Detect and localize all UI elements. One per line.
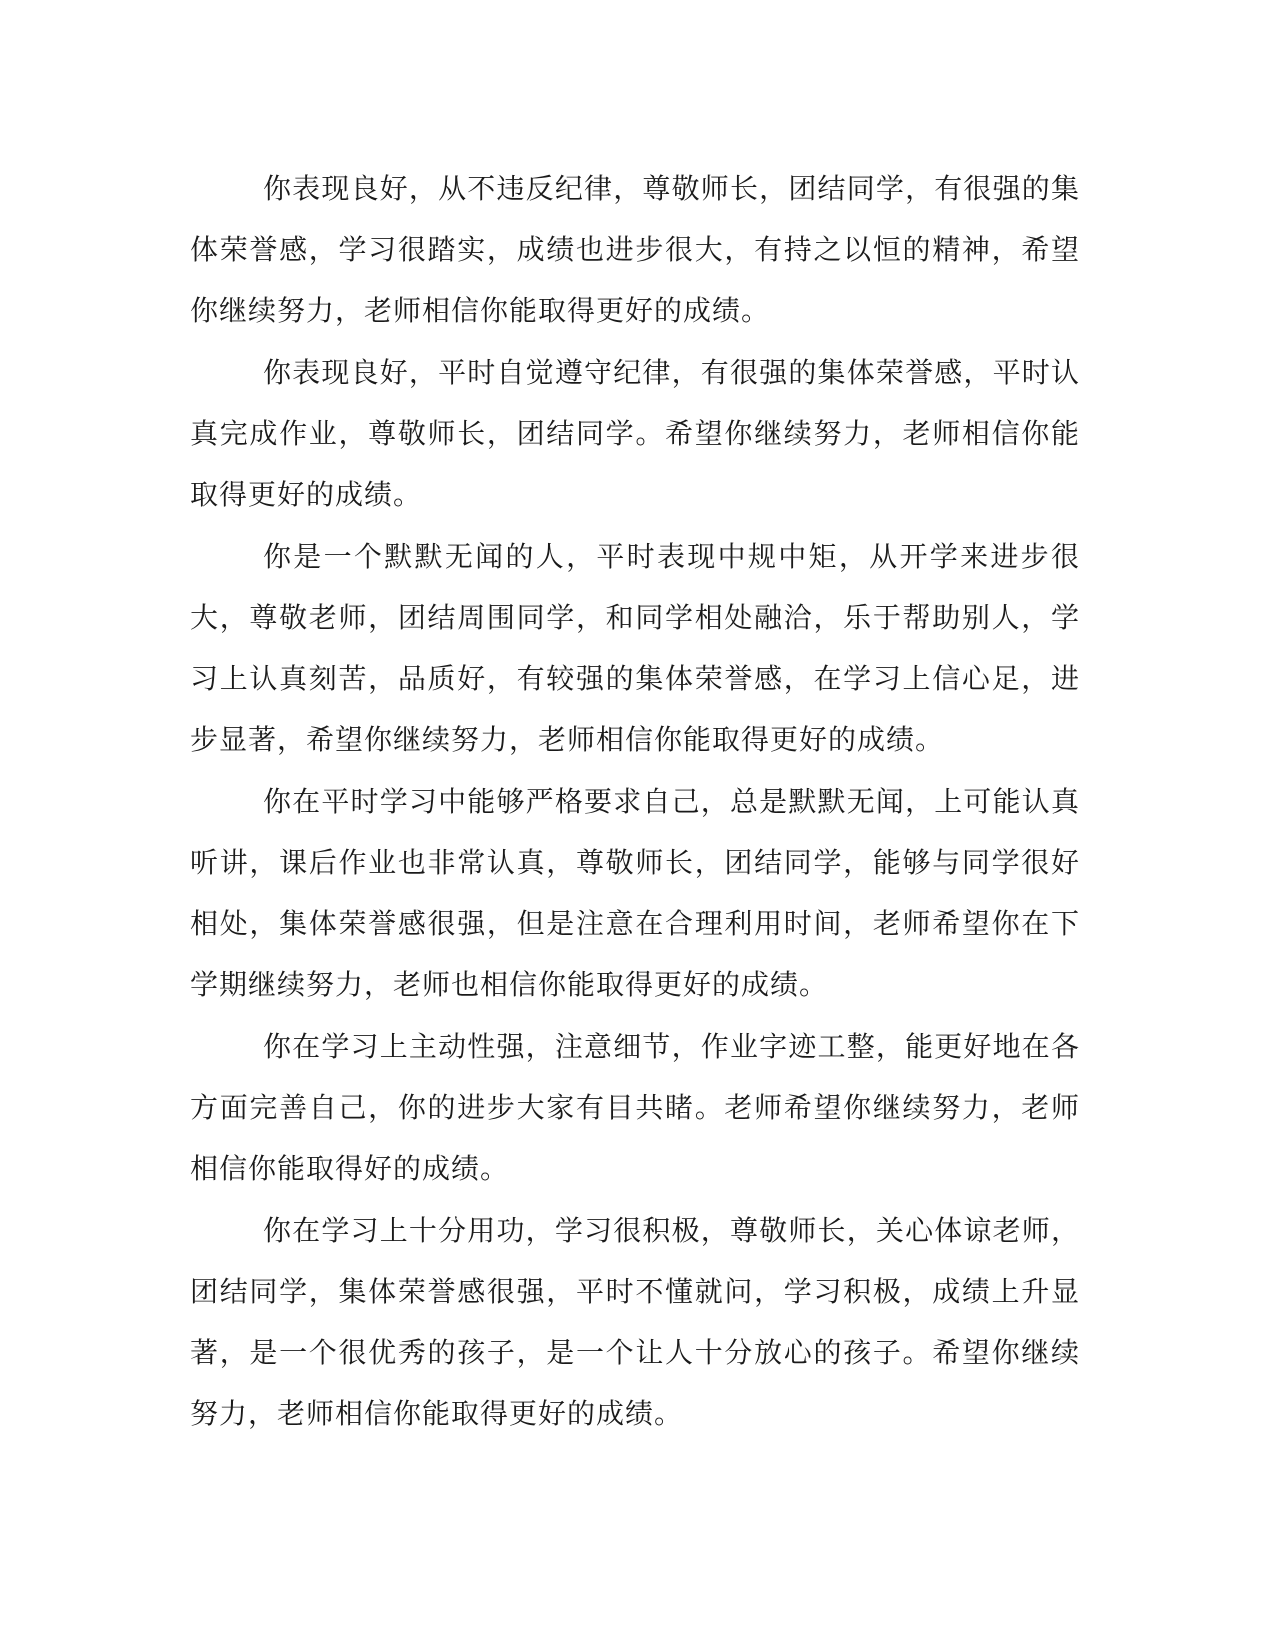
paragraph-5: 你在学习上主动性强，注意细节，作业字迹工整，能更好地在各方面完善自己，你的进步大家有目共睹。老师希望你继续努力，老师相信你能取得好的成绩。 bbox=[190, 1030, 1080, 1185]
document-body bbox=[190, 158, 1080, 1445]
paragraph-4: 你在平时学习中能够严格要求自己，总是默默无闻，上可能认真听讲，课后作业也非常认真，尊敬师长，团结同学，能够与同学很好相处，集体荣誉感很强，但是注意在合理利用时间，老师希望你在下学期继续努力，老师也相信你能取得更好的成绩。 bbox=[190, 785, 1080, 1001]
paragraph-3: 你是一个默默无闻的人，平时表现中规中矩，从开学来进步很大，尊敬老师，团结周围同学，和同学相处融洽，乐于帮助别人，学习上认真刻苦，品质好，有较强的集体荣誉感，在学习上信心足，进步显著，希望你继续努力，老师相信你能取得更好的成绩。 bbox=[190, 540, 1080, 756]
paragraph-1: 你表现良好，从不违反纪律，尊敬师长，团结同学，有很强的集体荣誉感，学习很踏实，成绩也进步很大，有持之以恒的精神，希望你继续努力，老师相信你能取得更好的成绩。 bbox=[190, 172, 1080, 327]
paragraph-6: 你在学习上十分用功，学习很积极，尊敬师长，关心体谅老师，团结同学，集体荣誉感很强，平时不懂就问，学习积极，成绩上升显著，是一个很优秀的孩子，是一个让人十分放心的孩子。希望你继续努力，老师相信你能取得更好的成绩。 bbox=[190, 1214, 1080, 1430]
paragraph-2: 你表现良好，平时自觉遵守纪律，有很强的集体荣誉感，平时认真完成作业，尊敬师长，团结同学。希望你继续努力，老师相信你能取得更好的成绩。 bbox=[190, 356, 1080, 511]
